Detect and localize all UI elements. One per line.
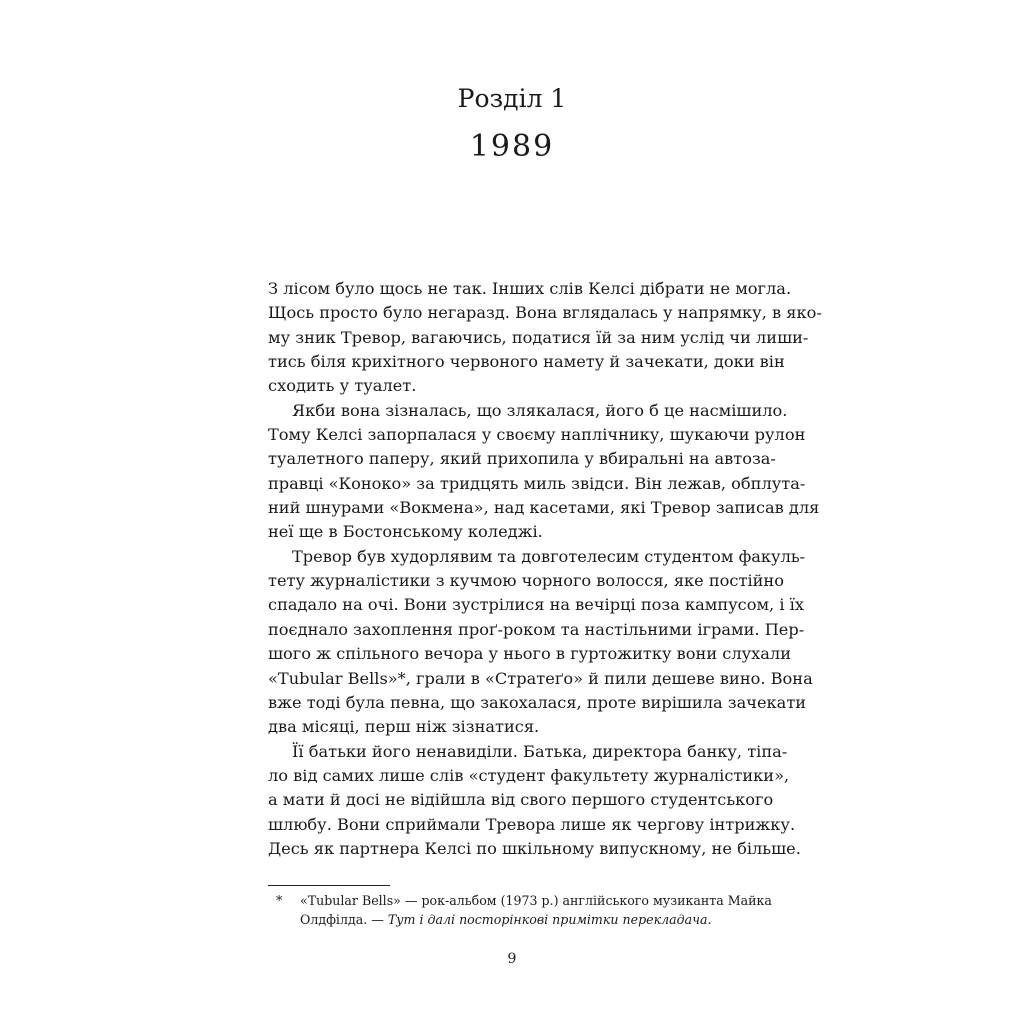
footnote-text: Олдфілда. — — [300, 912, 388, 927]
text-line: Тревор був худорлявим та довготелесим студентом факуль- — [292, 546, 806, 566]
text-line: Якби вона зізналась, що злякалася, його б це насмішило. — [292, 400, 788, 420]
text-line: му зник Тревор, вагаючись, податися їй за ним услід чи лиши- — [268, 327, 809, 347]
text-line: вже тоді була певна, що закохалася, проте вирішила зачекати — [268, 692, 807, 712]
text-line: неї ще в Бостонському коледжі. — [268, 522, 543, 542]
footnote-translator-note: Тут і далі посторінкові примітки перекладача. — [387, 912, 712, 927]
footnote-line — [300, 910, 767, 929]
page-number: 9 — [507, 951, 517, 967]
text-line: правці «Коноко» за тридцять миль звідси. Він лежав, обплута- — [268, 473, 806, 493]
text-line: шлюбу. Вони сприймали Тревора лише як чергову інтрижку. — [268, 814, 796, 834]
text-line: «Tubular Bells»*, грали в «Стратеґо» й пили дешеве вино. Вона — [268, 668, 813, 688]
text-line: Десь як партнера Келсі по шкільному випускному, не більше. — [268, 838, 801, 858]
paragraph — [268, 277, 822, 399]
text-line: два місяці, перш ніж зізнатися. — [268, 717, 540, 737]
footnote — [276, 891, 772, 929]
text-line: сходить у туалет. — [268, 376, 417, 396]
text-line: Тому Келсі запорпалася у своєму наплічнику, шукаючи рулон — [268, 425, 806, 445]
chapter-title: Розділ 1 — [457, 84, 567, 113]
chapter-year: 1989 — [469, 129, 555, 164]
footnote-marker: * — [276, 893, 283, 908]
text-line: ний шнурами «Вокмена», над касетами, які Тревор записав для — [268, 498, 820, 518]
footnote-divider — [268, 885, 390, 886]
footnote-line: «Tubular Bells» — рок-альбом (1973 р.) англійського музиканта Майка — [300, 893, 772, 908]
paragraph — [268, 399, 820, 545]
text-line: тись біля крихітного червоного намету й зачекати, доки він — [268, 352, 785, 372]
text-line: туалетного паперу, який прихопила у вбиральні на автоза- — [268, 449, 776, 469]
text-line: поєднало захоплення проґ-роком та настільними іграми. Пер- — [268, 619, 805, 639]
text-line: шого ж спільного вечора у нього в гуртожитку вони слухали — [268, 644, 791, 664]
paragraph — [268, 545, 813, 740]
text-line: З лісом було щось не так. Інших слів Келсі дібрати не могла. — [268, 279, 792, 298]
body-text — [268, 277, 822, 861]
text-line: тету журналістики з кучмою чорного волосся, яке постійно — [268, 571, 784, 591]
paragraph — [268, 740, 801, 862]
text-line: а мати й досі не відійшла від свого першого студентського — [268, 790, 774, 810]
text-line: спадало на очі. Вони зустрілися на вечірці поза кампусом, і їх — [268, 595, 804, 615]
text-line: Її батьки його ненавиділи. Батька, директора банку, тіпа- — [292, 741, 788, 761]
text-line: ло від самих лише слів «студент факультету журналістики», — [268, 765, 790, 785]
text-line: Щось просто було негаразд. Вона вглядалась у напрямку, в яко- — [268, 303, 822, 323]
